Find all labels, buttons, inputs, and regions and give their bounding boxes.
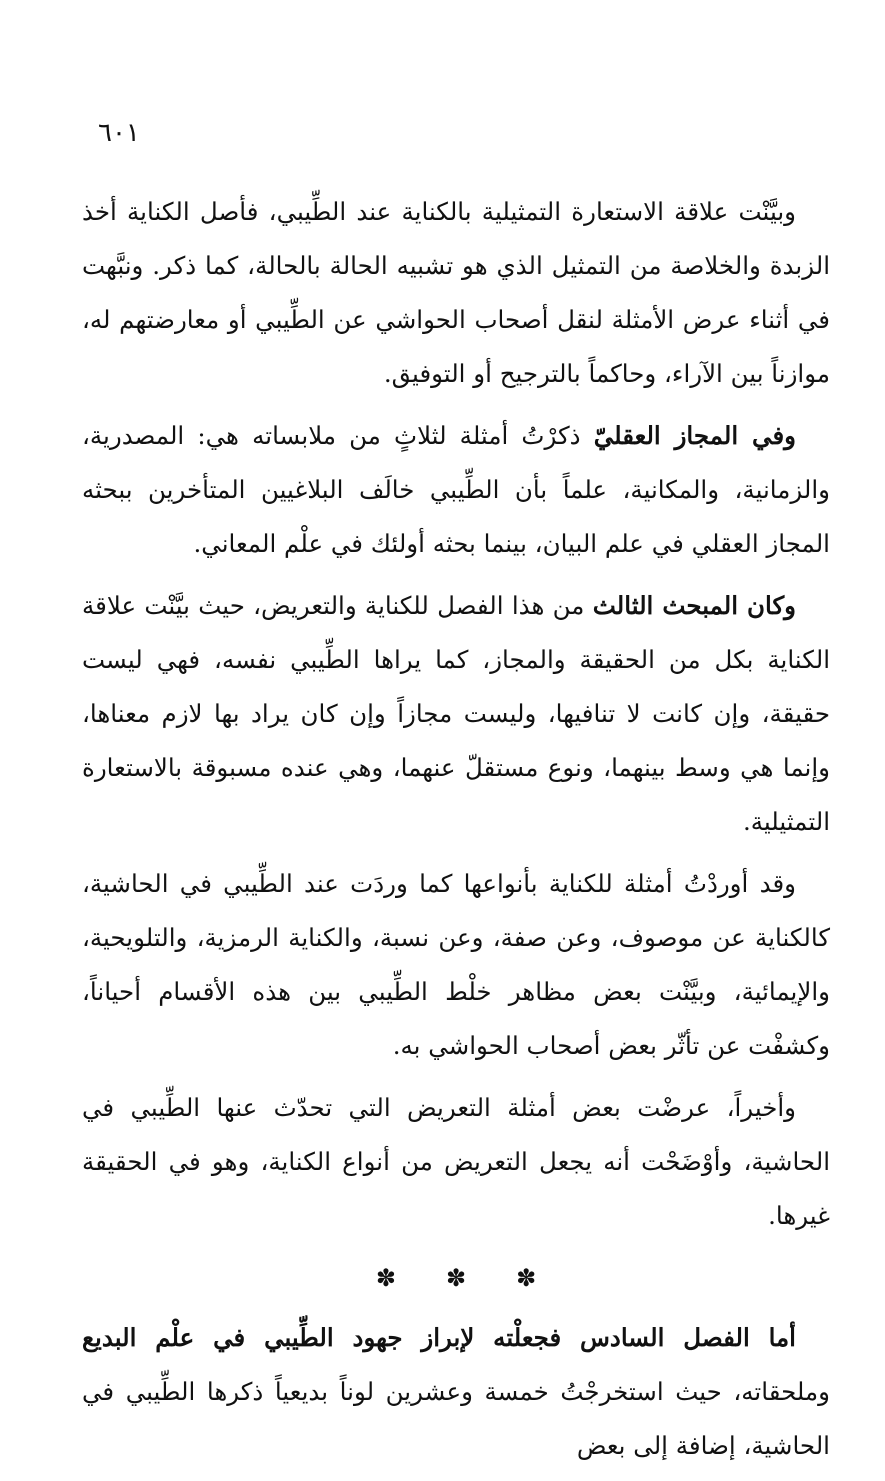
divider-star-1: ✽	[516, 1264, 537, 1292]
paragraph-1	[82, 185, 830, 401]
final-paragraph	[82, 1311, 830, 1473]
final-paragraph-lead: أما الفصل السادس فجعلْته لإبراز جهود الطِّيبي في علْم البديع	[82, 1323, 796, 1352]
paragraph-4	[82, 857, 830, 1073]
paragraph-4-text: وقد أوردْتُ أمثلة للكناية بأنواعها كما وردَت عند الطِّيبي في الحاشية، كالكناية عن موصوف، وعن صفة، وعن نسبة، والكناية الرمزية، والتلويحية، والإيمائية، وبيَّنْت بعض مظاهر خلْط الطِّيبي بين هذه الأقسام أحياناً، وكشفْت عن تأثّر بعض أصحاب الحواشي به.	[82, 869, 830, 1060]
paragraph-3-text: من هذا الفصل للكناية والتعريض، حيث بيَّنْت علاقة الكناية بكل من الحقيقة والمجاز، كما يراها الطِّيبي نفسه، فهي ليست حقيقة، وإن كانت لا تنافيها، وليست مجازاً وإن كان يراد بها لازم معناها، وإنما هي وسط بينهما، ونوع مستقلّ عنهما، وهي عنده مسبوقة بالاستعارة التمثيلية.	[82, 591, 830, 836]
final-paragraph-text: وملحقاته، حيث استخرجْتُ خمسة وعشرين لوناً بديعياً ذكرها الطِّيبي في الحاشية، إضافة إلى بعض	[82, 1377, 830, 1460]
paragraph-2	[82, 409, 830, 571]
paragraph-3	[82, 579, 830, 849]
paragraph-1-text: وبيَّنْت علاقة الاستعارة التمثيلية بالكناية عند الطِّيبي، فأصل الكناية أخذ الزبدة والخلاصة من التمثيل الذي هو تشبيه الحالة بالحالة، كما ذكر. ونبَّهت في أثناء عرض الأمثلة لنقل أصحاب الحواشي عن الطِّيبي أو معارضتهم له، موازناً بين الآراء، وحاكماً بالترجيح أو التوفيق.	[82, 197, 830, 388]
page-number: ٦٠١	[98, 118, 140, 148]
section-divider	[82, 1251, 830, 1305]
paragraph-2-lead: وفي المجاز العقليّ	[593, 421, 796, 450]
divider-star-2: ✽	[445, 1264, 467, 1292]
paragraph-2-text: ذكرْتُ أمثلة لثلاثٍ من ملابساته هي: المصدرية، والزمانية، والمكانية، علماً بأن الطِّيبي خالَف البلاغيين المتأخرين ببحثه المجاز العقلي في علم البيان، بينما بحثه أولئك في علْم المعاني.	[82, 421, 830, 558]
paragraph-3-lead: وكان المبحث الثالث	[592, 591, 796, 620]
paragraph-5	[82, 1081, 830, 1243]
page-content	[82, 185, 830, 1481]
paragraph-5-text: وأخيراً، عرضْت بعض أمثلة التعريض التي تحدّث عنها الطِّيبي في الحاشية، وأوْضَحْت أنه يجعل التعريض من أنواع الكناية، وهو في الحقيقة غيرها.	[82, 1093, 830, 1230]
divider-star-3: ✽	[375, 1264, 396, 1292]
